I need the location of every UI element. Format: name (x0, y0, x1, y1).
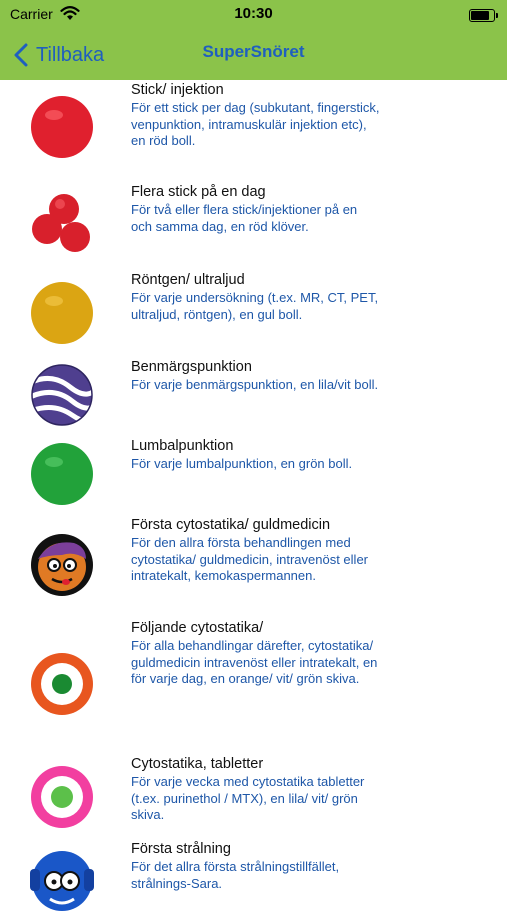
item-description: För det allra första strålningstillfället, strålnings-Sara. (131, 859, 340, 891)
carrier-label: Carrier (10, 6, 53, 22)
list-item (0, 517, 507, 607)
item-description: För den allra första behandlingen med cytostatika/ guldmedicin, intravenöst eller intratekalt, kemokaspermannen. (131, 535, 369, 583)
green-ball-icon (30, 442, 94, 506)
item-title: Benmärgspunktion (131, 359, 252, 375)
list-item (0, 620, 507, 750)
purple-white-ball-icon (30, 363, 94, 427)
list-item (0, 359, 507, 429)
item-title: Följande cytostatika/ (131, 620, 264, 636)
list-item (0, 841, 507, 900)
item-title: Röntgen/ ultraljud (131, 272, 245, 288)
red-clover-icon (30, 192, 94, 256)
list-item (0, 82, 507, 168)
item-title: Cytostatika, tabletter (131, 756, 264, 772)
item-description: För två eller flera stick/injektioner på en och samma dag, en röd klöver. (131, 202, 358, 234)
red-ball-icon (30, 95, 94, 159)
list-item (0, 438, 507, 510)
chemo-man-icon (30, 533, 94, 597)
item-description: För alla behandlingar därefter, cytostatika/ guldmedicin intravenöst eller intratekalt, en för varje dag, en orange/ vit/ grön skiva. (131, 638, 378, 686)
item-title: Stick/ injektion (131, 82, 224, 98)
navigation-bar (0, 30, 507, 80)
item-title: Första cytostatika/ guldmedicin (131, 517, 331, 533)
item-title: Första strålning (131, 841, 231, 857)
orange-white-green-disc-icon (30, 652, 94, 716)
status-bar (0, 0, 507, 30)
list-item (0, 184, 507, 264)
page-title: SuperSnöret (202, 42, 305, 61)
item-title: Flera stick på en dag (131, 184, 266, 200)
radiation-sara-icon (30, 849, 94, 913)
list-item (0, 756, 507, 832)
list-item (0, 272, 507, 352)
item-description: För varje undersökning (t.ex. MR, CT, PET, ultraljud, röntgen), en gul boll. (131, 290, 379, 322)
pink-white-green-disc-icon (30, 765, 94, 829)
yellow-ball-icon (30, 281, 94, 345)
item-description: För varje benmärgspunktion, en lila/vit boll. (131, 377, 379, 392)
battery-icon (469, 9, 495, 22)
item-description: För varje lumbalpunktion, en grön boll. (131, 456, 353, 471)
item-title: Lumbalpunktion (131, 438, 234, 454)
back-label: Tillbaka (36, 43, 105, 66)
clock: 10:30 (234, 5, 273, 22)
item-description: För varje vecka med cytostatika tabletter (t.ex. purinethol / MTX), en lila/ vit/ grön skiva. (131, 774, 365, 822)
item-description: För ett stick per dag (subkutant, fingerstick, venpunktion, intramuskulär injektion etc), en röd boll. (131, 100, 380, 148)
